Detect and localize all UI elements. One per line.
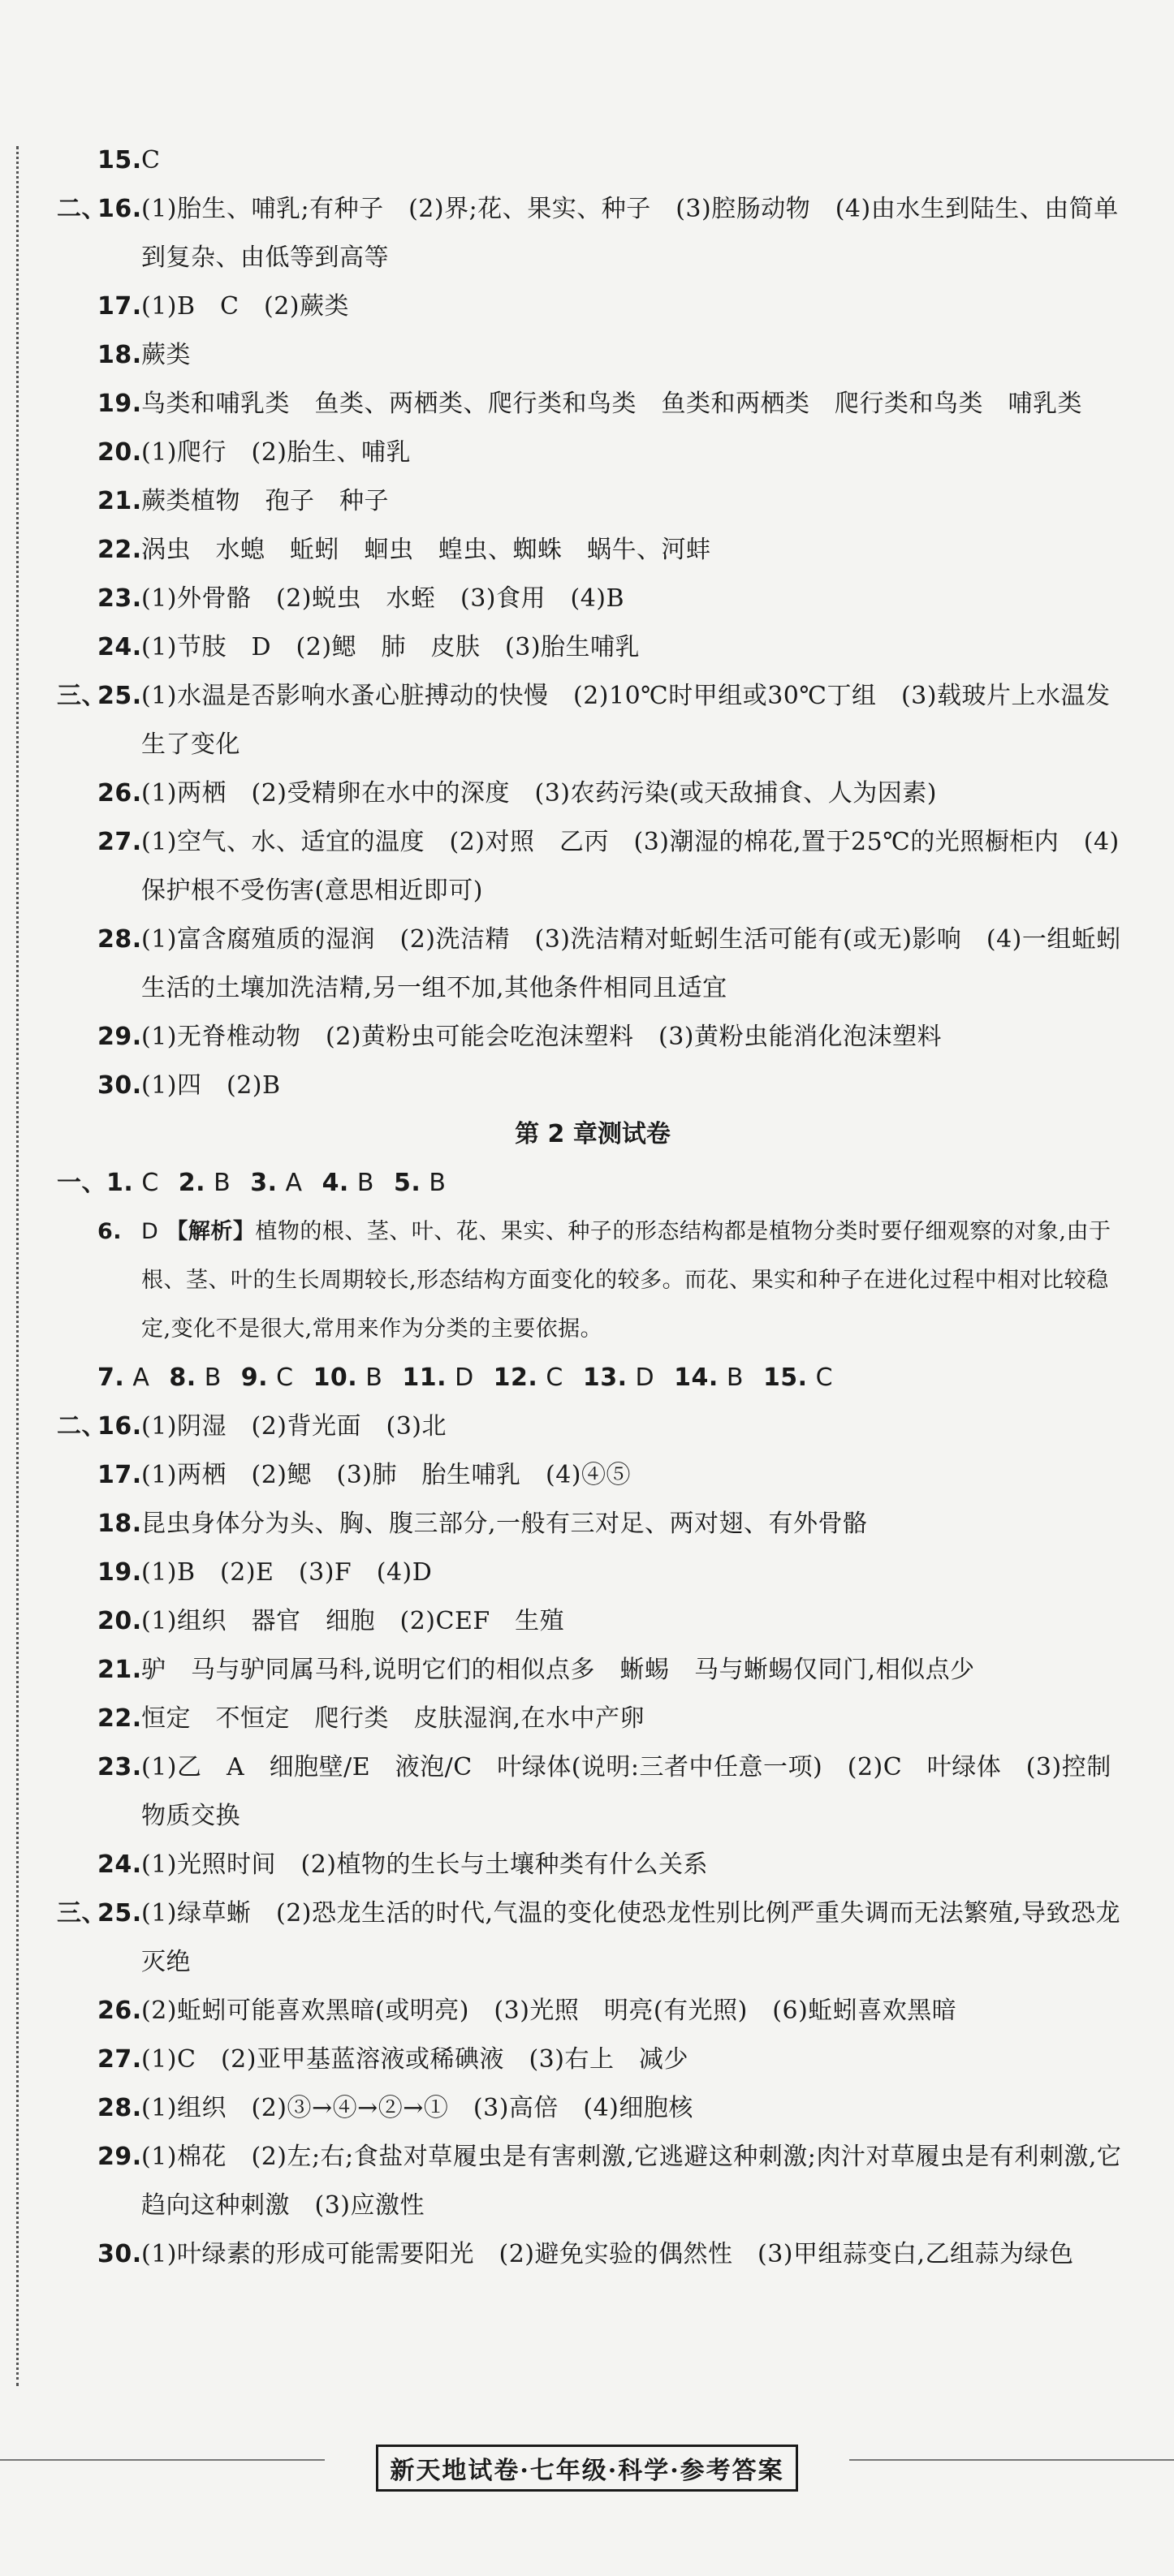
choice-value: B: [214, 1169, 231, 1197]
ch2-multiple-choice-row1: [57, 1159, 1129, 1208]
question-number: 4.: [322, 1169, 349, 1197]
answer-item: [57, 1500, 1129, 1549]
choice-answer: [169, 1354, 221, 1402]
answer-item: [57, 769, 1129, 818]
answer-text: (1)两栖 (2)受精卵在水中的深度 (3)农药污染(或天敌捕食、人为因素): [141, 779, 937, 808]
choice-answer: [674, 1354, 744, 1402]
question-number: 20.: [97, 438, 142, 467]
choice-answer: [763, 1354, 833, 1402]
answer-item: [57, 380, 1129, 429]
section-marker: 三、: [57, 682, 106, 710]
answer-item: [57, 429, 1129, 477]
footer: [0, 2445, 1174, 2492]
choice-value: C: [815, 1363, 834, 1392]
q6-answer: D: [141, 1219, 159, 1244]
answer-text: 驴 马与驴同属马科,说明它们的相似点多 蜥蜴 马与蜥蜴仅同门,相似点少: [141, 1656, 975, 1684]
question-number: 11.: [402, 1363, 447, 1392]
answer-item: [57, 526, 1129, 575]
answer-item: [57, 623, 1129, 672]
choice-value: B: [356, 1169, 374, 1197]
choice-value: B: [204, 1363, 222, 1392]
answer-text: (1)富含腐殖质的湿润 (2)洗洁精 (3)洗洁精对蚯蚓生活可能有(或无)影响 (4)一组蚯蚓生活的土壤加洗洁精,另一组不加,其他条件相同且适宜: [141, 925, 1121, 1002]
choice-answer: [106, 1159, 159, 1208]
question-number: 26.: [97, 1997, 142, 2025]
choice-value: A: [285, 1169, 303, 1197]
question-number: 27.: [97, 2045, 142, 2074]
choice-answer: [494, 1354, 563, 1402]
answer-item: [57, 2084, 1129, 2133]
section-marker: 二、: [57, 1412, 106, 1441]
answer-text: (1)爬行 (2)胎生、哺乳: [141, 438, 411, 467]
answer-text: (1)外骨骼 (2)蜕虫 水蛭 (3)食用 (4)B: [141, 584, 625, 613]
choice-answer: [250, 1159, 302, 1208]
answer-text: (1)阴湿 (2)背光面 (3)北: [141, 1412, 447, 1441]
answer-text: (1)乙 A 细胞壁/E 液泡/C 叶绿体(说明:三者中任意一项) (2)C 叶绿体 (3)控制物质交换: [141, 1753, 1111, 1830]
question-number: 6.: [97, 1219, 123, 1244]
answer-text: (1)叶绿素的形成可能需要阳光 (2)避免实验的偶然性 (3)甲组蒜变白,乙组蒜为绿色: [141, 2240, 1074, 2268]
choice-value: C: [546, 1363, 563, 1392]
answer-text: (1)胎生、哺乳;有种子 (2)界;花、果实、种子 (3)腔肠动物 (4)由水生到陆生、由简单到复杂、由低等到高等: [141, 195, 1119, 272]
choice-answer: [583, 1354, 654, 1402]
answer-text: 涡虫 水螅 蚯蚓 蛔虫 蝗虫、蜘蛛 蜗牛、河蚌: [141, 536, 711, 564]
answer-item: [57, 2035, 1129, 2084]
answer-text: 昆虫身体分为头、胸、腹三部分,一般有三对足、两对翅、有外骨骼: [141, 1510, 868, 1538]
choice-value: C: [141, 1169, 159, 1197]
choice-value: B: [365, 1363, 383, 1392]
answer-text: (1)节肢 D (2)鳃 肺 皮肤 (3)胎生哺乳: [141, 633, 641, 661]
answer-text: 鸟类和哺乳类 鱼类、两栖类、爬行类和鸟类 鱼类和两栖类 爬行类和鸟类 哺乳类: [141, 390, 1082, 418]
question-number: 18.: [97, 1510, 142, 1538]
answer-text: 蕨类植物 孢子 种子: [141, 487, 389, 515]
chapter2-answers: [57, 1402, 1129, 2279]
answer-item: [57, 818, 1129, 915]
question-number: 21.: [97, 487, 142, 515]
question-number: 23.: [97, 584, 142, 613]
question-number: 1.: [106, 1169, 134, 1197]
question-number: 19.: [97, 390, 142, 418]
question-number: 26.: [97, 779, 142, 808]
answer-item: [57, 575, 1129, 623]
answer-text: (1)空气、水、适宜的温度 (2)对照 乙丙 (3)潮湿的棉花,置于25℃的光照橱柜内 (4)保护根不受伤害(意思相近即可): [141, 828, 1120, 905]
answer-item: [57, 1841, 1129, 1889]
answer-item: [57, 1062, 1129, 1110]
answer-text: (1)B (2)E (3)F (4)D: [141, 1558, 433, 1587]
question-number: 24.: [97, 1850, 142, 1879]
ch2-q6-analysis: [57, 1208, 1129, 1354]
choice-answer: [241, 1354, 294, 1402]
answer-text: (1)绿草蜥 (2)恐龙生活的时代,气温的变化使恐龙性别比例严重失调而无法繁殖,导致恐龙灭绝: [141, 1899, 1121, 1976]
chapter1-answers: [57, 136, 1129, 1110]
answer-item: [57, 1549, 1129, 1597]
question-number: 22.: [97, 1704, 142, 1733]
question-number: 20.: [97, 1607, 142, 1635]
choice-value: C: [276, 1363, 294, 1392]
answer-content: [57, 136, 1129, 2279]
question-number: 7.: [97, 1363, 125, 1392]
answer-text: (1)无脊椎动物 (2)黄粉虫可能会吃泡沫塑料 (3)黄粉虫能消化泡沫塑料: [141, 1023, 942, 1051]
question-number: 13.: [582, 1363, 628, 1392]
choice-value: B: [726, 1363, 744, 1392]
answer-text: (1)C (2)亚甲基蓝溶液或稀碘液 (3)右上 减少: [141, 2045, 688, 2074]
answer-item: [57, 1743, 1129, 1841]
question-number: 30.: [97, 1071, 142, 1100]
answer-text: (2)蚯蚓可能喜欢黑暗(或明亮) (3)光照 明亮(有光照) (6)蚯蚓喜欢黑暗: [141, 1997, 957, 2025]
answer-text: (1)棉花 (2)左;右;食盐对草履虫是有害刺激,它逃避这种刺激;肉汁对草履虫是有利刺激,它趋向这种刺激 (3)应激性: [141, 2143, 1122, 2220]
answer-text: (1)水温是否影响水蚤心脏搏动的快慢 (2)10℃时甲组或30℃丁组 (3)载玻片上水温发生了变化: [141, 682, 1111, 759]
question-number: 29.: [97, 2143, 142, 2171]
question-number: 28.: [97, 925, 142, 954]
dotted-binding-line: [16, 146, 19, 2386]
question-number: 8.: [169, 1363, 196, 1392]
answer-text: (1)组织 器官 细胞 (2)CEF 生殖: [141, 1607, 565, 1635]
answer-item: [57, 1013, 1129, 1062]
choice-answer: [313, 1354, 383, 1402]
question-number: 30.: [97, 2240, 142, 2268]
question-number: 18.: [97, 341, 142, 369]
answer-item: [57, 331, 1129, 380]
answer-item: [57, 1402, 1129, 1451]
question-number: 25.: [97, 682, 142, 710]
question-number: 21.: [97, 1656, 142, 1684]
answer-item: [57, 1451, 1129, 1500]
choice-answer: [97, 1354, 149, 1402]
question-number: 14.: [674, 1363, 719, 1392]
answer-text: C: [141, 146, 161, 174]
answer-text: (1)光照时间 (2)植物的生长与土壤种类有什么关系: [141, 1850, 708, 1879]
answer-text: (1)组织 (2)③→④→②→① (3)高倍 (4)细胞核: [141, 2094, 693, 2122]
footer-label: 新天地试卷·七年级·科学·参考答案: [376, 2445, 797, 2492]
question-number: 29.: [97, 1023, 142, 1051]
answer-text: 蕨类: [141, 341, 191, 369]
choice-answer: [402, 1354, 473, 1402]
choice-value: D: [455, 1363, 474, 1392]
question-number: 2.: [178, 1169, 206, 1197]
answer-item: [57, 136, 1129, 185]
question-number: 12.: [493, 1363, 538, 1392]
answer-item: [57, 672, 1129, 769]
question-number: 23.: [97, 1753, 142, 1781]
ch2-multiple-choice-row2: [57, 1354, 1129, 1402]
answer-item: [57, 477, 1129, 526]
answer-item: [57, 282, 1129, 331]
analysis-tag: 【解析】: [166, 1219, 256, 1244]
choice-value: B: [429, 1169, 447, 1197]
choice-value: A: [132, 1363, 150, 1392]
analysis-text: 植物的根、茎、叶、花、果实、种子的形态结构都是植物分类时要仔细观察的对象,由于根、茎、叶的生长周期较长,形态结构方面变化的较多。而花、果实和种子在进化过程中相对比较稳定,变化不是很大,常用来作为分类的主要依据。: [141, 1219, 1111, 1342]
choice-answer: [179, 1159, 231, 1208]
question-number: 16.: [97, 195, 142, 223]
question-number: 17.: [97, 1461, 142, 1489]
choice-value: D: [635, 1363, 655, 1392]
answer-text: (1)两栖 (2)鳃 (3)肺 胎生哺乳 (4)④⑤: [141, 1461, 631, 1489]
answer-item: [57, 1646, 1129, 1695]
answer-item: [57, 2133, 1129, 2230]
choice-answer: [322, 1159, 374, 1208]
answer-item: [57, 2230, 1129, 2279]
question-number: 9.: [240, 1363, 269, 1392]
question-number: 15.: [762, 1363, 808, 1392]
question-number: 24.: [97, 633, 142, 661]
section-marker: 三、: [57, 1899, 106, 1928]
answer-item: [57, 185, 1129, 282]
question-number: 16.: [97, 1412, 142, 1441]
question-number: 25.: [97, 1899, 142, 1928]
choice-answer: [394, 1159, 446, 1208]
question-number: 22.: [97, 536, 142, 564]
answer-item: [57, 1695, 1129, 1743]
answer-text: 恒定 不恒定 爬行类 皮肤湿润,在水中产卵: [141, 1704, 645, 1733]
question-number: 15.: [97, 146, 142, 174]
question-number: 28.: [97, 2094, 142, 2122]
answer-text: (1)四 (2)B: [141, 1071, 281, 1100]
answer-item: [57, 915, 1129, 1013]
question-number: 27.: [97, 828, 142, 856]
answer-item: [57, 1987, 1129, 2035]
answer-item: [57, 1889, 1129, 1987]
chapter2-title: 第 2 章测试卷: [515, 1120, 671, 1148]
question-number: 19.: [97, 1558, 142, 1587]
answer-text: (1)B C (2)蕨类: [141, 292, 349, 321]
answer-item: [57, 1597, 1129, 1646]
question-number: 3.: [250, 1169, 278, 1197]
section-marker: 一、: [57, 1169, 106, 1197]
question-number: 5.: [393, 1169, 421, 1197]
question-number: 17.: [97, 292, 142, 321]
question-number: 10.: [313, 1363, 358, 1392]
section-marker: 二、: [57, 195, 106, 223]
